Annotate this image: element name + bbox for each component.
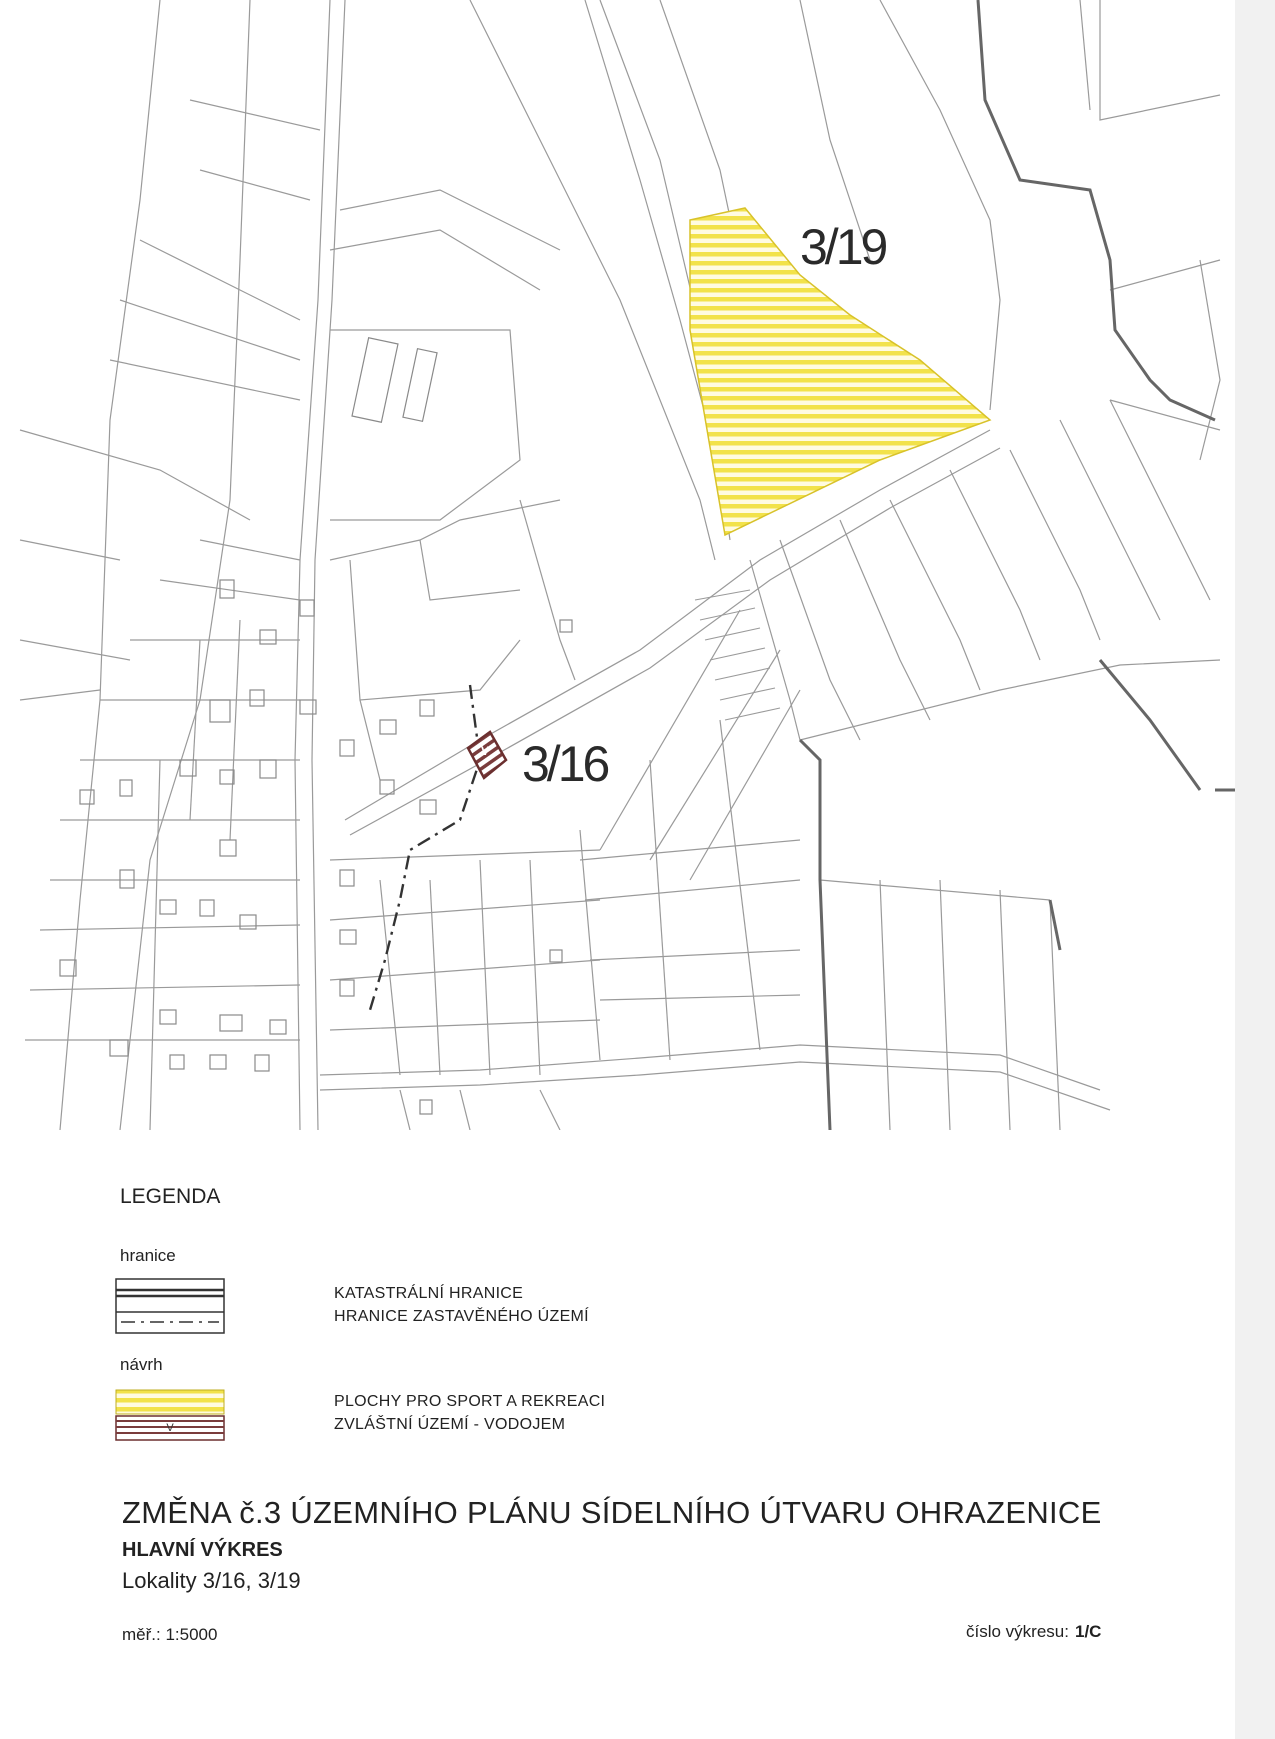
drawing-number: 1/C: [1074, 1622, 1102, 1641]
label-site-3-16: 3/16: [522, 736, 608, 792]
svg-text:V: V: [166, 1422, 174, 1434]
legend-item-cadastral: KATASTRÁLNÍ HRANICE: [334, 1285, 524, 1302]
vodojem-letter: V: [481, 744, 490, 758]
drawing-scale: měř.: 1:5000: [122, 1625, 218, 1644]
drawing-localities: Lokality 3/16, 3/19: [122, 1568, 301, 1593]
drawing-subtitle: HLAVNÍ VÝKRES: [122, 1539, 283, 1561]
legend-heading: LEGENDA: [120, 1185, 221, 1208]
legend-item-sport: PLOCHY PRO SPORT A REKREACI: [334, 1393, 606, 1410]
cadastral-boundary: [800, 0, 1235, 1130]
label-site-3-19: 3/19: [800, 219, 886, 275]
legend-group-proposal: návrh: [120, 1355, 163, 1374]
field-strips: [695, 590, 780, 720]
legend-item-built-up: HRANICE ZASTAVĚNÉHO ÚZEMÍ: [334, 1308, 589, 1325]
drawing-number-block: [966, 1622, 1101, 1642]
drawing-title: ZMĚNA č.3 ÚZEMNÍHO PLÁNU SÍDELNÍHO ÚTVARU OHRAZENICE: [122, 1495, 1102, 1530]
legend-swatch-boundaries: [115, 1278, 225, 1334]
legend-group-boundaries: hranice: [120, 1246, 176, 1265]
legend-swatch-proposal: [115, 1389, 225, 1441]
parcel-lines: [20, 0, 1220, 1130]
legend-item-vodojem: ZVLÁŠTNÍ ÚZEMÍ - VODOJEM: [334, 1416, 566, 1433]
drawing-number-label: číslo výkresu:: [966, 1622, 1069, 1641]
